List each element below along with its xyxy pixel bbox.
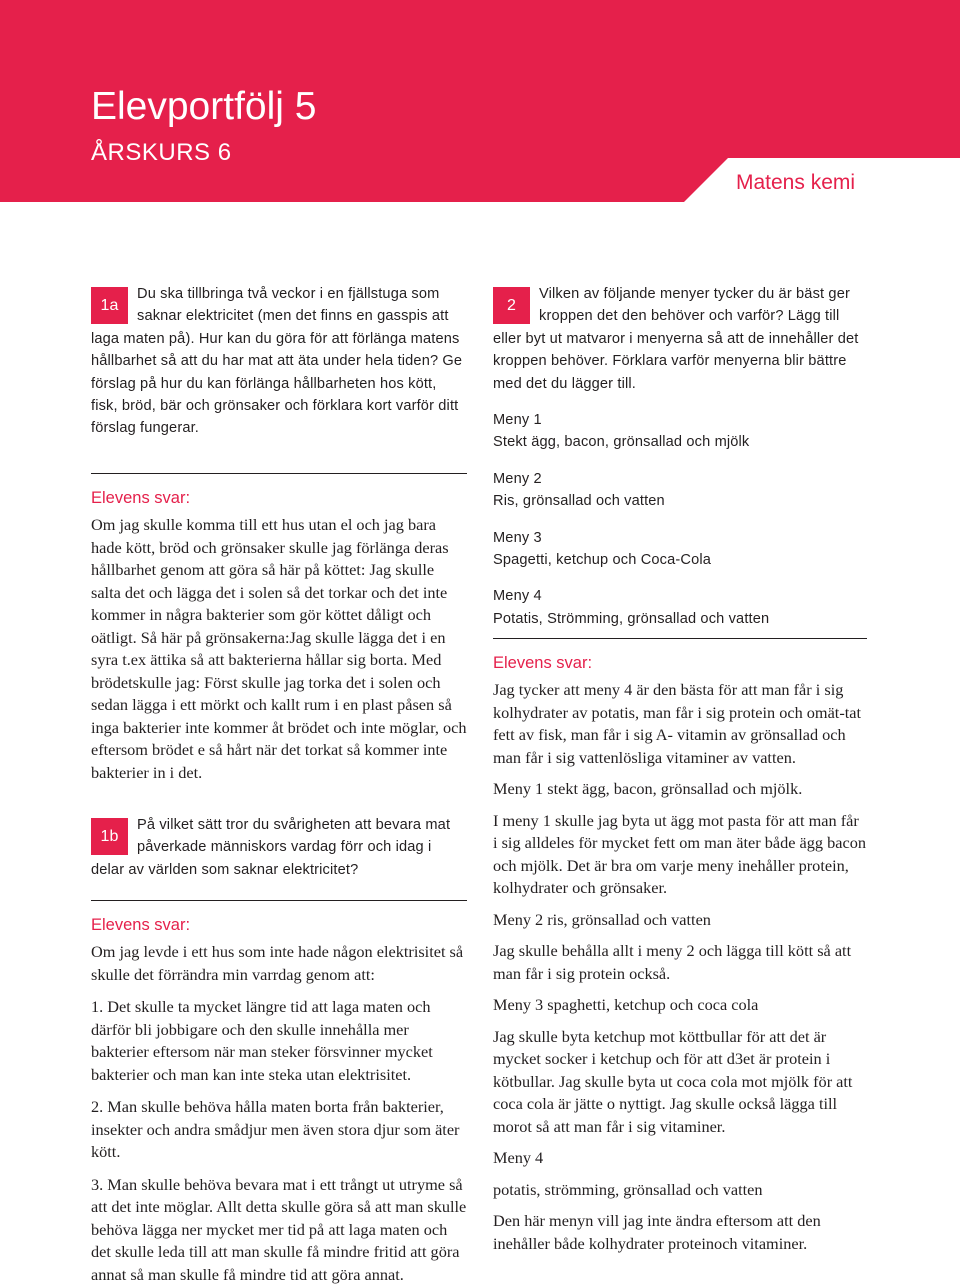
answer-paragraph: Meny 2 ris, grönsallad och vatten (493, 909, 867, 932)
menu-2 (493, 468, 867, 513)
question-2 (493, 283, 867, 395)
answer-label: Elevens svar: (91, 487, 467, 509)
question-badge: 2 (493, 287, 530, 324)
answer-label: Elevens svar: (91, 914, 467, 936)
question-text: Du ska tillbringa två veckor i en fjällstuga som saknar elektricitet (men det finns en gasspis att laga maten på). Hur kan du göra för att förlänga matens hållbarhet så att du har mat att äta under hela tiden? Ge förslag på hur du kan förlänga hållbarheten hos kött, fisk, bröd, bär och grönsaker och förklara kort varför ditt förslag fungerar. (91, 286, 462, 436)
answer-paragraph: Meny 4 (493, 1147, 867, 1170)
menu-items: Stekt ägg, bacon, grönsallad och mjölk (493, 431, 867, 453)
menu-title: Meny 4 (493, 585, 867, 607)
answer-paragraph: Om jag levde i ett hus som inte hade någon elektrisitet så skulle det förrändra min varrdag genom att: (91, 941, 467, 986)
answer-paragraph: Jag skulle behålla allt i meny 2 och lägga till kött så att man får i sig protein också. (493, 940, 867, 985)
answer-paragraph: Meny 3 spaghetti, ketchup och coca cola (493, 994, 867, 1017)
answer-paragraph: 1. Det skulle ta mycket längre tid att laga maten och därför bli jobbigare och den skulle innehålla mer bakterier eftersom när man steker försvinner mycket bakterier och man kan inte steka utan elektrisitet. (91, 996, 467, 1086)
question-badge: 1b (91, 818, 128, 855)
answer-paragraph: 2. Man skulle behöva hålla maten borta från bakterier, insekter och andra smådjur men även stora djur som äter kött. (91, 1096, 467, 1164)
menu-items: Potatis, Strömming, grönsallad och vatten (493, 608, 867, 630)
menu-title: Meny 3 (493, 527, 867, 549)
question-badge: 1a (91, 287, 128, 324)
answer-paragraph: Jag tycker att meny 4 är den bästa för att man får i sig kolhydrater av potatis, man får i sig protein och omät-tat fett av fisk, man får i sig A- vitamin av grönsallad och man får i sig vattenlösliga vitaminer av vatten. (493, 679, 867, 769)
menu-title: Meny 2 (493, 468, 867, 490)
question-text: På vilket sätt tror du svårigheten att bevara mat påverkade människors vardag förr och idag i delar av världen som saknar elektricitet? (91, 817, 450, 878)
question-1b (91, 814, 467, 880)
question-1a (91, 283, 467, 467)
page-subtitle: ÅRSKURS 6 (91, 139, 232, 167)
answer-paragraph: Jag skulle byta ketchup mot köttbullar för att det är mycket socker i ketchup och för att d3et är protein i kötbullar. Jag skulle byta ut coca cola mot mjölk för att coca cola är jätte o nyttigt. Jag skulle också lägga till morot så att man får i sig vitaminer. (493, 1026, 867, 1139)
left-column (91, 283, 467, 1286)
menu-4 (493, 585, 867, 630)
menu-title: Meny 1 (493, 409, 867, 431)
answer-paragraph: 3. Man skulle behöva bevara mat i ett trångt ut utryme så att det inte möglar. Allt detta skulle göra så att man skulle behöva lägga ner mycket mer tid på att laga maten och det skulle leda till att man skulle få mindre fritid att göra annat så man skulle få mindre tid att göra annat. (91, 1174, 467, 1286)
right-column (493, 283, 867, 1255)
question-text: Vilken av följande menyer tycker du är bäst ger kroppen det den behöver och varför? Lägg till eller byt ut matvaror i menyerna så att de innehåller det kroppen behöver. Förklara varför menyerna blir bättre med det du lägger till. (493, 286, 858, 392)
answer-paragraph: I meny 1 skulle jag byta ut ägg mot pasta för att man får i sig alldeles för mycket fett om man äter både ägg bacon och mjölk. Det är bra om varje meny inehåller protein, kolhydrater och grönsaker. (493, 810, 867, 900)
answer-text: Om jag skulle komma till ett hus utan el och jag bara hade kött, bröd och grönsaker skulle jag förlänga deras hållbarhet genom att göra så här på köttet: Jag skulle salta det och lägga det i solen så det torkar och det inte kommer in några bakterier som gör köttet dåligt och oätligt. Så här på grönsakerna:Jag skulle lägga det i en syra t.ex ättika så att bakterierna hållar sig borta. Med brödetskulle jag: Först skulle jag torka det i solen och sedan lägga i ett mörkt och kallt rum i en plast påsen så inga bakterier inte kommer åt brödet och inte möglar, och eftersom brödet e så hårt när det torkat så kommer inte bakterier in i det. (91, 514, 467, 784)
header-notch (684, 158, 728, 202)
answer-paragraph: Den här menyn vill jag inte ändra eftersom att den inehåller både kolhydrater proteinoch vitaminer. (493, 1210, 867, 1255)
menu-items: Ris, grönsallad och vatten (493, 490, 867, 512)
divider (91, 900, 467, 901)
answer-label: Elevens svar: (493, 652, 867, 674)
subject-label: Matens kemi (736, 171, 855, 195)
divider (493, 638, 867, 639)
menu-items: Spagetti, ketchup och Coca-Cola (493, 549, 867, 571)
menu-1 (493, 409, 867, 454)
answer-paragraph: potatis, strömming, grönsallad och vatten (493, 1179, 867, 1202)
answer-paragraph: Meny 1 stekt ägg, bacon, grönsallad och mjölk. (493, 778, 867, 801)
menu-3 (493, 527, 867, 572)
page-title: Elevportfölj 5 (91, 85, 316, 129)
divider (91, 473, 467, 474)
